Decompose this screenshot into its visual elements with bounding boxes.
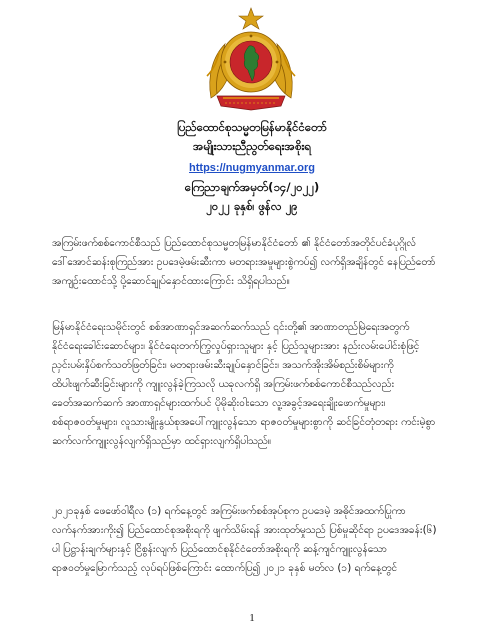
paragraph-line: ညှင်းပမ်းနှိပ်စက်သတ်ဖြတ်ခြင်း၊ မတရားဖမ်းဆီးချုပ်နှောင်ခြင်း၊ အသက်အိုးအိမ်စည်းစိမ်များကို xyxy=(52,359,394,371)
paragraph-line: လက်နက်အားကိုး၍ ပြည်ထောင်စုအစိုးရကို ဖျက်သိမ်းရန် အားထုတ်မှုသည် ပြစ်မှုဆိုင်ရာ ဥပဒေအခန်း(၆) xyxy=(52,524,437,536)
paragraph-line: ပါ ပြဋ္ဌာန်းချက်များနှင့် ငြိစွန်းလျက် ပြည်ထောင်စုနိုင်ငံတော်အစိုးရကို ဆန့်ကျင်ကျူးလွန်သော xyxy=(52,543,388,555)
header-government-subtitle: အမျိုးသားညီညွတ်ရေးအစိုးရ xyxy=(192,139,312,153)
paragraph-line: စစ်ရာဇဝတ်မှုများ၊ လူသားမျိုးနွယ်စုအပေါ်ကျူးလွန်သော ရာဇဝတ်မှုများစွာကို ဆင်ခြင်တုံတရား ကင်းမဲ့စွာ xyxy=(52,416,436,428)
seal-star xyxy=(239,8,263,29)
paragraph-line: ဆက်လက်ကျူးလွန်လျက်ရှိသည်မှာ ထင်ရှားလျက်ရှိပါသည်။ xyxy=(52,435,271,447)
paragraph-line: အကျဉ်းထောင်သို့ ပို့ဆောင်ချုပ်နှောင်ထားကြောင်း သိရှိရပါသည်။ xyxy=(52,275,290,287)
paragraph-line: ဒေါ်အောင်ဆန်းစုကြည်အား ဥပဒေမဲ့ဖမ်းဆီးကာ မတရားအမှုများစွဲကပ်၍ လက်ရှိအချိန်တွင် နေပြည်တော် xyxy=(52,256,436,268)
announcement-number: ကြေညာချက်အမှတ်(၁၄/၂၀၂၂) xyxy=(184,180,320,194)
paragraph-line: နိုင်ငံရေးခေါင်းဆောင်များ၊ နိုင်ငံရေးတက်ကြွလှုပ်ရှားသူများ နှင့် ပြည်သူများအား နည်းလမ်းပေါင်းစုံဖြင့် xyxy=(52,340,420,352)
paragraph-2 xyxy=(52,318,460,451)
website-link[interactable]: https://nugmyanmar.org xyxy=(189,162,315,174)
paragraph-3 xyxy=(52,502,460,578)
paragraph-line: ခေတ်အဆက်ဆက် အာဏာရှင်များထက်ပင် ပိုမိုဆိုးဝါးသော လူ့အခွင့်အရေးချိုးဖောက်မှုများ၊ xyxy=(52,397,386,409)
paragraph-line: ရာဇဝတ်မှုမြောက်သည့် လုပ်ရပ်ဖြစ်ကြောင်း ထောက်ပြ၍ ၂၀၂၁ ခုနှစ် မတ်လ (၁) ရက်နေ့တွင် xyxy=(52,562,398,574)
paragraph-line: အကြမ်းဖက်စစ်ကောင်စီသည် ပြည်ထောင်စုသမ္မတမြန်မာနိုင်ငံတော် ၏ နိုင်ငံတော်အတိုင်ပင်ခံပုဂ္ဂိုလ် xyxy=(52,237,416,249)
paragraph-line: ၂၀၂၁ခုနှစ် ဖေဖော်ဝါရီလ (၁) ရက်နေ့တွင် အကြမ်းဖက်စစ်အုပ်စုက ဥပဒေမဲ့ အဓိုင်အထက်ပြုကာ xyxy=(52,505,406,517)
paragraph-line: မြန်မာနိုင်ငံရေးသမိုင်းတွင် စစ်အာဏာရှင်အဆက်ဆက်သည် ၎င်းတို့၏ အာဏာတည်မြဲရေးအတွက် xyxy=(52,321,410,333)
paragraph-line: ထိပါးဖျက်ဆီးခြင်းများကို ကျူးလွန်ခဲ့ကြသလို ယခုလက်ရှိ အကြမ်းဖက်စစ်ကောင်စီသည်လည်း xyxy=(52,378,395,390)
page-number: 1 xyxy=(249,612,255,624)
announcement-date: ၂၀၂၂ ခုနှစ်၊ ဖွန်လ ၂၉ xyxy=(206,199,298,213)
document-header xyxy=(0,118,504,216)
header-government-title: ပြည်ထောင်စုသမ္မတမြန်မာနိုင်ငံတော် xyxy=(176,120,328,134)
paragraph-1 xyxy=(52,234,460,291)
state-seal-icon xyxy=(203,6,299,114)
